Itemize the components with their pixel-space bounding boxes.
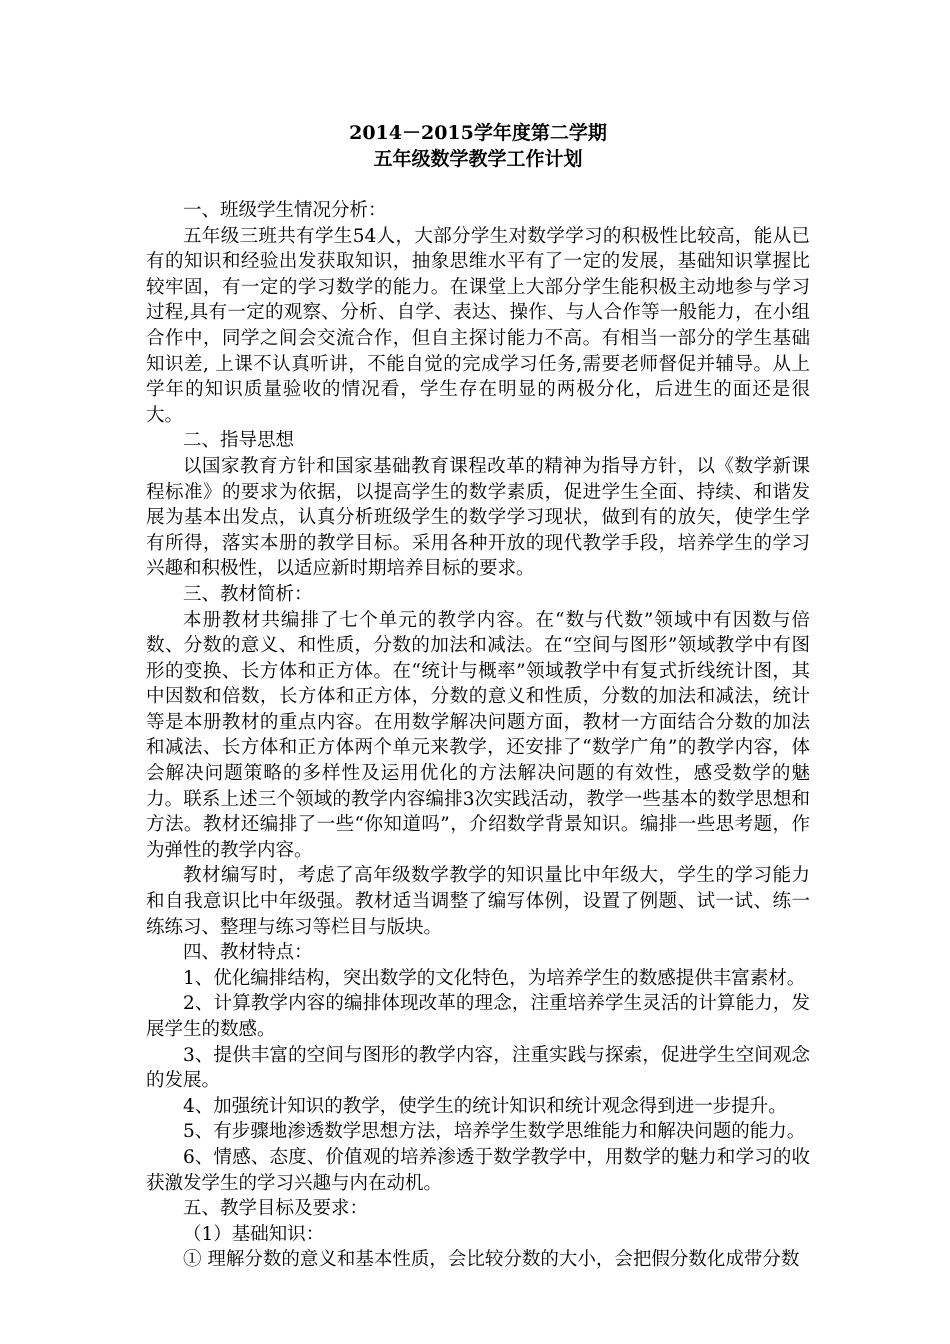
document-title-line-2: 五年级数学教学工作计划 (373, 148, 583, 170)
paragraph-textbook-analysis: 本册教材共编排了七个单元的教学内容。在“数与代数”领域中有因数与倍数、分数的意义、和性质，分数的加法和减法。在“空间与图形”领域教学中有图形的变换、长方体和正方体。在“统计与概率”领域教学中有复式折线统计图，其中因数和倍数，长方体和正方体，分数的意义和性质，分数的加法和减法，统计等是本册教材的重点内容。在用数学解决问题方面，教材一方面结合分数的加法和减法、长方体和正方体两个单元来教学，还安排了“数学广角”的教学内容，体会解决问题策略的多样性及运用优化的方法解决问题的有效性，感受数学的魅力。联系上述三个领域的教学内容编排3次实践活动，教学一些基本的数学思想和方法。教材还编排了一些“你知道吗”，介绍数学背景知识。编排一些思考题，作为弹性的教学内容。 (146, 609, 810, 861)
list-item-feature-6: 6、情感、态度、价值观的培养渗透于数学教学中，用数学的魅力和学习的收获激发学生的学习兴趣与内在动机。 (146, 1146, 810, 1194)
section-heading-textbook-features: 四、教材特点： (183, 942, 313, 964)
title-spacer (146, 172, 810, 198)
list-item-goal-1: ① 理解分数的意义和基本性质，会比较分数的大小，会把假分数化成带分数 (183, 1249, 800, 1271)
paragraph-class-analysis: 五年级三班共有学生54人，大部分学生对数学学习的积极性比较高，能从已有的知识和经验出发获取知识，抽象思维水平有了一定的发展，基础知识掌握比较牢固，有一定的学习数学的能力。在课堂上大部分学生能积极主动地参与学习过程,具有一定的观察、分析、自学、表达、操作、与人合作等一般能力，在小组合作中，同学之间会交流合作，但自主探讨能力不高。有相当一部分的学生基础知识差, 上课不认真听讲，不能自觉的完成学习任务,需要老师督促并辅导。从上学年的知识质量验收的情况看，学生存在明显的两极分化，后进生的面还是很大。 (146, 225, 810, 426)
list-item-feature-2: 2、计算教学内容的编排体现改革的理念，注重培养学生灵活的计算能力，发展学生的数感。 (146, 993, 810, 1040)
section-heading-class-analysis: 一、班级学生情况分析： (183, 200, 387, 221)
section-heading-guiding-ideology: 二、指导思想 (183, 430, 295, 452)
document-title-line-1: 2014－2015学年度第二学期 (349, 122, 607, 144)
list-item-feature-3: 3、提供丰富的空间与图形的教学内容，注重实践与探索，促进学生空间观念的发展。 (146, 1044, 810, 1092)
list-item-feature-1: 1、优化编排结构，突出数学的文化特色，为培养学生的数感提供丰富素材。 (183, 967, 806, 989)
list-item-feature-4: 4、加强统计知识的教学，使学生的统计知识和统计观念得到进一步提升。 (183, 1095, 787, 1117)
list-item-feature-5: 5、有步骤地渗透数学思想方法，培养学生数学思维能力和解决问题的能力。 (183, 1121, 806, 1143)
section-heading-teaching-goals: 五、教学目标及要求： (183, 1198, 369, 1220)
subheading-basic-knowledge: （1）基础知识： (183, 1223, 325, 1245)
paragraph-guiding-ideology: 以国家教育方针和国家基础教育课程改革的精神为指导方针，以《数学新课程标准》的要求为依据，以提高学生的数学素质，促进学生全面、持续、和谐发展为基本出发点，认真分析班级学生的数学学习现状，做到有的放矢，使学生学有所得，落实本册的教学目标。采用各种开放的现代教学手段，培养学生的学习兴趣和积极性，以适应新时期培养目标的要求。 (146, 455, 810, 580)
section-heading-textbook-analysis: 三、教材简析： (183, 583, 313, 605)
paragraph-textbook-writing: 教材编写时，考虑了高年级数学教学的知识量比中年级大，学生的学习能力和自我意识比中年级强。教材适当调整了编写体例，设置了例题、试一试、练一练练习、整理与练习等栏目与版块。 (146, 865, 810, 938)
document-page (146, 120, 810, 1273)
